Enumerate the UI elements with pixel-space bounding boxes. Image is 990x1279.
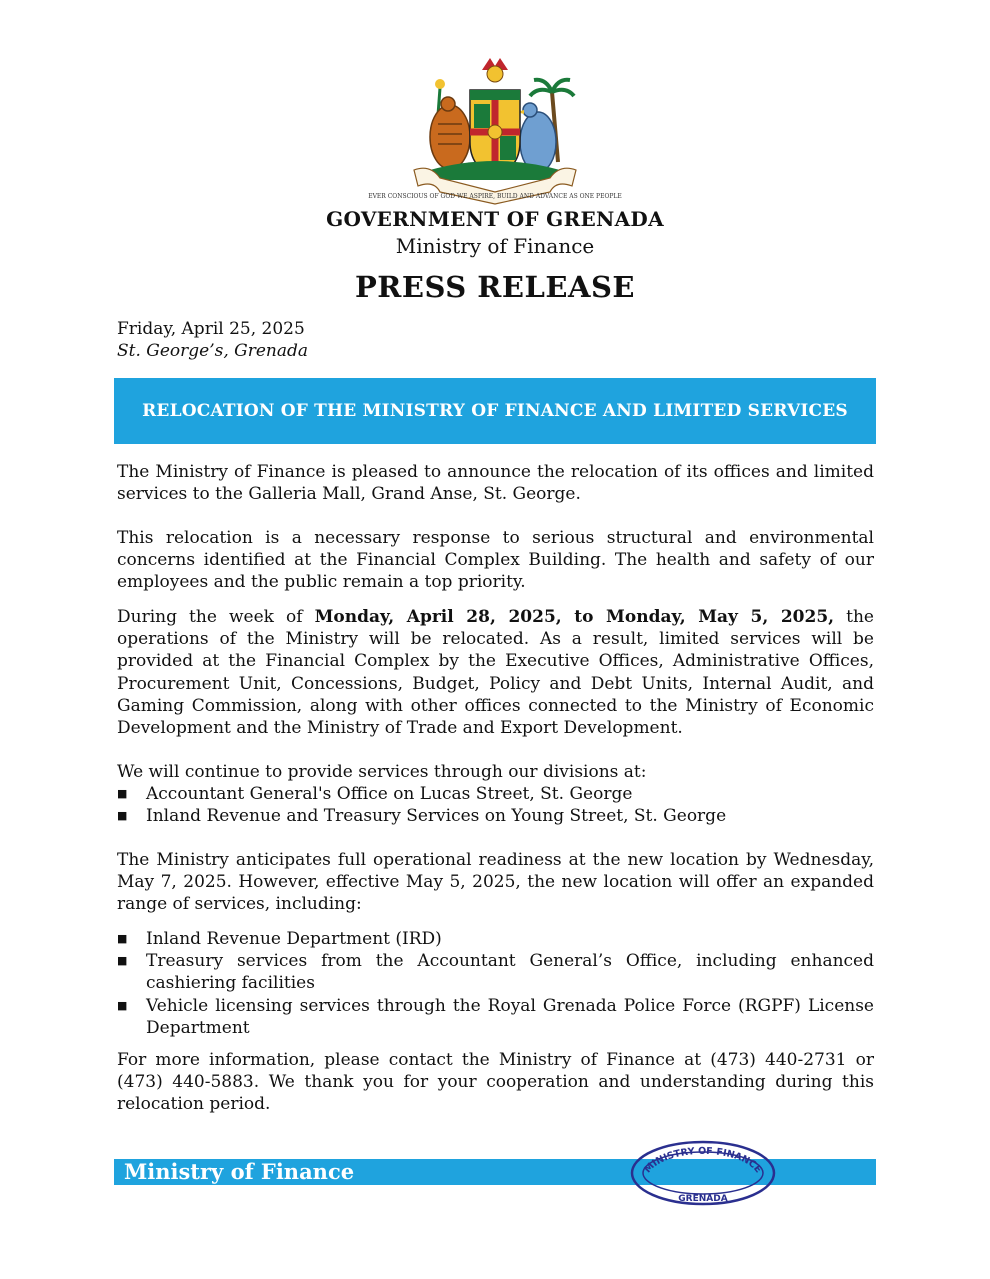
dateline bbox=[117, 318, 308, 362]
paragraph-divisions-intro bbox=[117, 761, 874, 783]
list-item: ■ Vehicle licensing services through the Royal Grenada Police Force (RGPF) License Department bbox=[117, 995, 874, 1038]
bullet-square-icon: ■ bbox=[117, 809, 128, 823]
government-title: GOVERNMENT OF GRENADA bbox=[326, 207, 664, 231]
schedule-dates-bold: Monday, April 28, 2025, to Monday, May 5, 2025, bbox=[314, 607, 835, 627]
bullet-square-icon: ■ bbox=[117, 954, 128, 968]
coat-of-arms-icon bbox=[368, 52, 622, 207]
schedule-lead-text: During the week of bbox=[117, 607, 315, 627]
bullet-square-icon: ■ bbox=[117, 998, 128, 1012]
list-item: ■ Inland Revenue and Treasury Services on Young Street, St. George bbox=[117, 806, 727, 827]
paragraph-text: For more information, please contact the Ministry of Finance at (473) 440-2731 or (473) 440-5883. We thank you for your cooperation and understanding during this relocation period. bbox=[117, 1050, 874, 1115]
list-item: ■ Inland Revenue Department (IRD) bbox=[117, 929, 442, 949]
ministry-subtitle: Ministry of Finance bbox=[395, 234, 595, 258]
footer-label: Ministry of Finance bbox=[124, 1159, 355, 1184]
release-date: Friday, April 25, 2025 bbox=[117, 319, 305, 339]
paragraph-schedule bbox=[117, 606, 874, 739]
press-release-title: PRESS RELEASE bbox=[354, 270, 636, 304]
paragraph-reason bbox=[117, 527, 874, 594]
bullet-square-icon: ■ bbox=[117, 787, 128, 800]
crest-motto-text: EVER CONSCIOUS OF GOD WE ASPIRE, BUILD AND ADVANCE AS ONE PEOPLE bbox=[368, 193, 622, 200]
svg-text:MINISTRY OF FINANCE bbox=[642, 1146, 763, 1175]
paragraph-text: The Ministry of Finance is pleased to announce the relocation of its offices and limited services to the Galleria Mall, Grand Anse, St. George. bbox=[117, 462, 874, 505]
headline-banner bbox=[114, 378, 876, 444]
paragraph-text: This relocation is a necessary response to serious structural and environmental concerns identified at the Financial Complex Building. The health and safety of our employees and the public remain a top priority. bbox=[117, 528, 874, 593]
list-item: ■ Accountant General's Office on Lucas Street, St. George bbox=[117, 784, 633, 804]
ministry-stamp-icon bbox=[628, 1135, 778, 1207]
services-list bbox=[117, 928, 874, 1039]
divisions-list bbox=[117, 783, 874, 827]
list-item: ■ Treasury services from the Accountant General’s Office, including enhanced cashiering facilities bbox=[117, 951, 874, 994]
paragraph-text: We will continue to provide services through our divisions at: bbox=[117, 762, 647, 782]
stamp-bottom-text: GRENADA bbox=[678, 1194, 728, 1204]
release-place: St. George’s, Grenada bbox=[117, 341, 309, 361]
schedule-detail-text: the operations of the Ministry will be relocated. As a result, limited services will be provided at the Financial Complex by the Executive Offices, Administrative Offices, Procurement Unit, Concessions, Budget, Policy and Debt Units, Internal Audit, and Gaming Commission, along with other offices connected to the Ministry of Economic Development and the Ministry of Trade and Export Development. bbox=[117, 607, 874, 739]
stamp-top-text: MINISTRY OF FINANCE bbox=[642, 1145, 764, 1176]
paragraph-contact bbox=[117, 1049, 874, 1116]
paragraph-readiness bbox=[117, 849, 874, 916]
paragraph-intro bbox=[117, 461, 874, 505]
paragraph-text: The Ministry anticipates full operational readiness at the new location by Wednesday, May 7, 2025. However, effective May 5, 2025, the new location will offer an expanded range of services, including: bbox=[117, 850, 874, 915]
headline-text: RELOCATION OF THE MINISTRY OF FINANCE AND LIMITED SERVICES bbox=[142, 401, 848, 421]
bullet-square-icon: ■ bbox=[117, 932, 128, 945]
